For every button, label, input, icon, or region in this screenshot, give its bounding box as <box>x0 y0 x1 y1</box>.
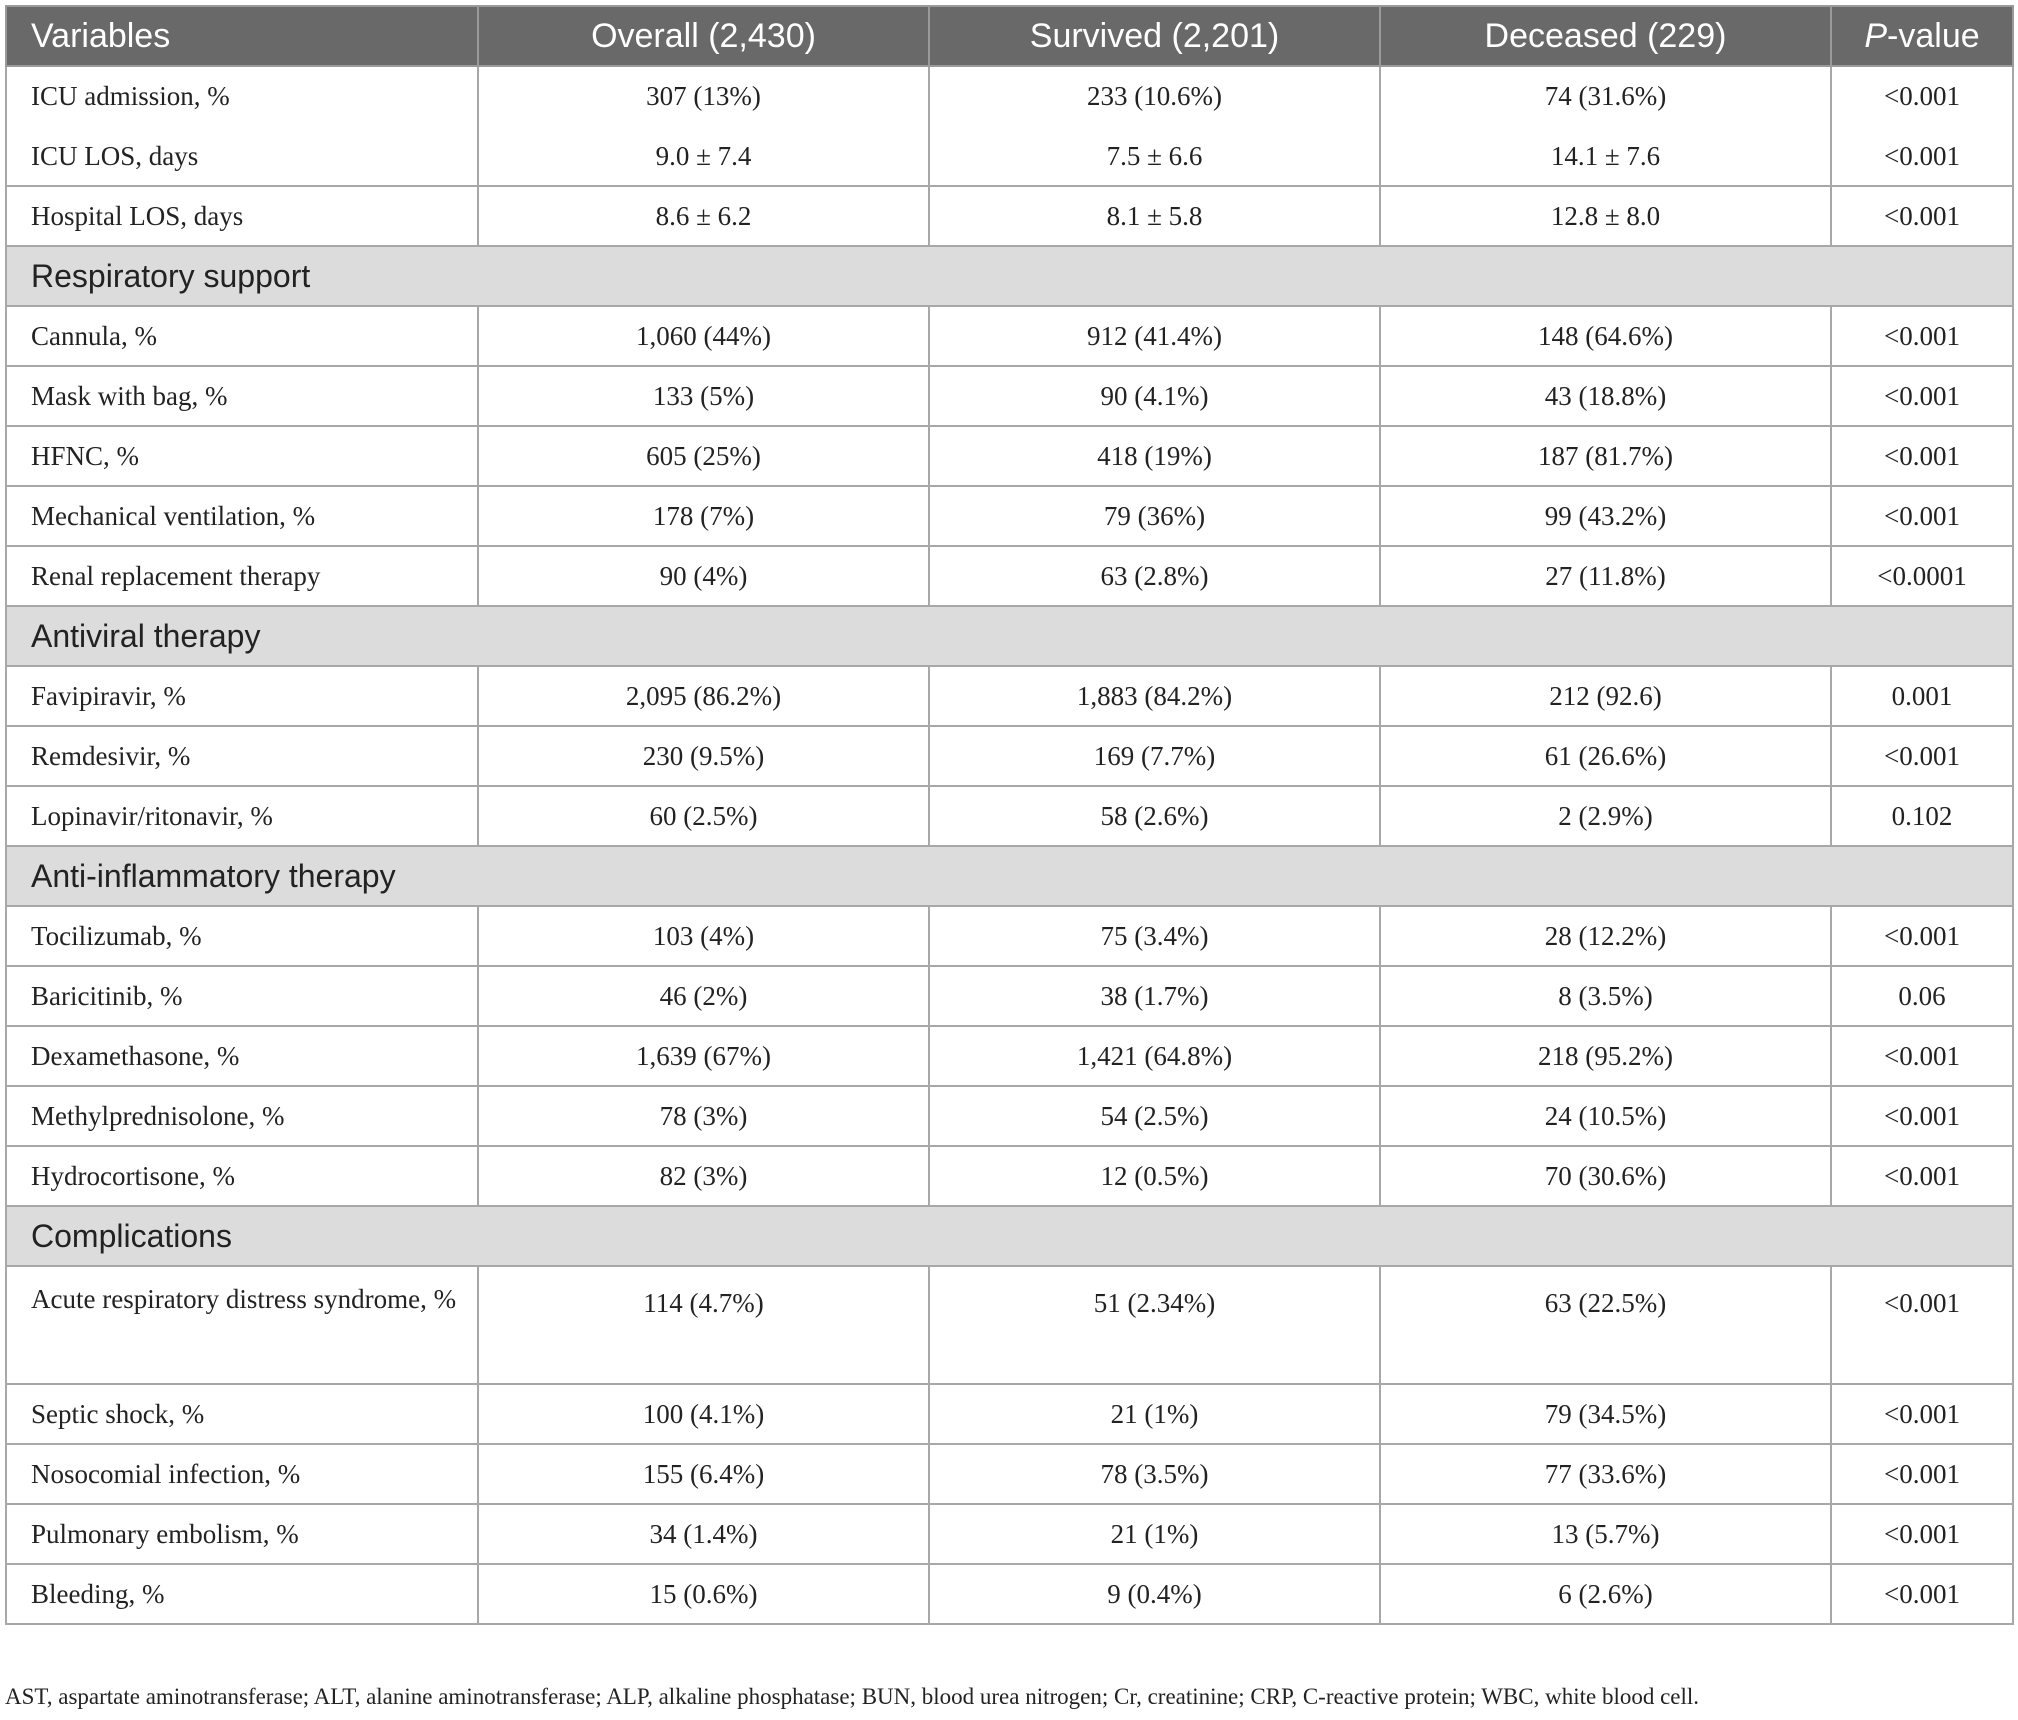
cell-survived: 1,883 (84.2%) <box>929 666 1380 726</box>
cell-survived: 7.5 ± 6.6 <box>929 126 1380 186</box>
table-row <box>6 186 2013 246</box>
table-footnote: AST, aspartate aminotransferase; ALT, alanine aminotransferase; ALP, alkaline phosphatase; BUN, blood urea nitrogen; Cr, creatinine; CRP, C-reactive protein; WBC, white blood cell. <box>5 1684 1700 1709</box>
cell-survived: 169 (7.7%) <box>929 726 1380 786</box>
cell-overall: 1,639 (67%) <box>478 1026 929 1086</box>
cell-deceased: 77 (33.6%) <box>1380 1444 1831 1504</box>
header-p-value <box>1831 6 2013 66</box>
row-label: Renal replacement therapy <box>6 546 478 606</box>
row-label: HFNC, % <box>6 426 478 486</box>
cell-p-value: 0.102 <box>1831 786 2013 846</box>
cell-p-value: <0.001 <box>1831 426 2013 486</box>
row-label: Baricitinib, % <box>6 966 478 1026</box>
cell-p-value: <0.001 <box>1831 486 2013 546</box>
cell-p-value: <0.001 <box>1831 726 2013 786</box>
results-table-container <box>5 5 2012 1625</box>
cell-p-value: <0.001 <box>1831 186 2013 246</box>
table-row <box>6 486 2013 546</box>
cell-p-value: <0.001 <box>1831 1146 2013 1206</box>
table-header-row <box>6 6 2013 66</box>
table-row <box>6 1266 2013 1384</box>
cell-p-value: 0.001 <box>1831 666 2013 726</box>
cell-p-value: <0.0001 <box>1831 546 2013 606</box>
cell-survived: 233 (10.6%) <box>929 66 1380 126</box>
cell-p-value: <0.001 <box>1831 1086 2013 1146</box>
header-p-rest: -value <box>1887 16 1980 55</box>
table-row <box>6 666 2013 726</box>
table-body <box>6 66 2013 1624</box>
cell-overall: 133 (5%) <box>478 366 929 426</box>
row-label: Hydrocortisone, % <box>6 1146 478 1206</box>
table-row <box>6 786 2013 846</box>
section-title: Antiviral therapy <box>6 606 2013 666</box>
cell-overall: 100 (4.1%) <box>478 1384 929 1444</box>
table-row <box>6 126 2013 186</box>
cell-p-value: <0.001 <box>1831 1444 2013 1504</box>
cell-overall: 82 (3%) <box>478 1146 929 1206</box>
cell-survived: 78 (3.5%) <box>929 1444 1380 1504</box>
cell-deceased: 6 (2.6%) <box>1380 1564 1831 1624</box>
section-header-row <box>6 1206 2013 1266</box>
cell-deceased: 187 (81.7%) <box>1380 426 1831 486</box>
cell-survived: 9 (0.4%) <box>929 1564 1380 1624</box>
cell-p-value: <0.001 <box>1831 366 2013 426</box>
cell-deceased: 70 (30.6%) <box>1380 1146 1831 1206</box>
results-table <box>5 5 2014 1625</box>
cell-overall: 307 (13%) <box>478 66 929 126</box>
cell-p-value: <0.001 <box>1831 1504 2013 1564</box>
cell-p-value: <0.001 <box>1831 906 2013 966</box>
table-row <box>6 966 2013 1026</box>
header-survived: Survived (2,201) <box>929 6 1380 66</box>
cell-survived: 54 (2.5%) <box>929 1086 1380 1146</box>
row-label: Tocilizumab, % <box>6 906 478 966</box>
cell-deceased: 74 (31.6%) <box>1380 66 1831 126</box>
cell-survived: 58 (2.6%) <box>929 786 1380 846</box>
section-header-row <box>6 606 2013 666</box>
row-label: Mechanical ventilation, % <box>6 486 478 546</box>
table-row <box>6 906 2013 966</box>
header-p-italic: P <box>1864 16 1888 55</box>
row-label: Lopinavir/ritonavir, % <box>6 786 478 846</box>
section-header-row <box>6 246 2013 306</box>
cell-p-value: <0.001 <box>1831 1026 2013 1086</box>
cell-survived: 63 (2.8%) <box>929 546 1380 606</box>
cell-overall: 9.0 ± 7.4 <box>478 126 929 186</box>
cell-survived: 8.1 ± 5.8 <box>929 186 1380 246</box>
cell-p-value: 0.06 <box>1831 966 2013 1026</box>
cell-deceased: 63 (22.5%) <box>1380 1266 1831 1384</box>
table-row <box>6 426 2013 486</box>
cell-survived: 38 (1.7%) <box>929 966 1380 1026</box>
table-row <box>6 306 2013 366</box>
table-row <box>6 726 2013 786</box>
cell-survived: 79 (36%) <box>929 486 1380 546</box>
row-label: Hospital LOS, days <box>6 186 478 246</box>
row-label: Methylprednisolone, % <box>6 1086 478 1146</box>
cell-deceased: 212 (92.6) <box>1380 666 1831 726</box>
cell-p-value: <0.001 <box>1831 1266 2013 1384</box>
row-label: Nosocomial infection, % <box>6 1444 478 1504</box>
cell-deceased: 79 (34.5%) <box>1380 1384 1831 1444</box>
cell-deceased: 8 (3.5%) <box>1380 966 1831 1026</box>
header-overall: Overall (2,430) <box>478 6 929 66</box>
row-label: Pulmonary embolism, % <box>6 1504 478 1564</box>
cell-deceased: 148 (64.6%) <box>1380 306 1831 366</box>
cell-p-value: <0.001 <box>1831 126 2013 186</box>
table-row <box>6 546 2013 606</box>
table-row <box>6 1444 2013 1504</box>
cell-deceased: 24 (10.5%) <box>1380 1086 1831 1146</box>
cell-overall: 114 (4.7%) <box>478 1266 929 1384</box>
cell-survived: 21 (1%) <box>929 1384 1380 1444</box>
table-row <box>6 1146 2013 1206</box>
cell-deceased: 28 (12.2%) <box>1380 906 1831 966</box>
cell-overall: 34 (1.4%) <box>478 1504 929 1564</box>
table-row <box>6 366 2013 426</box>
cell-overall: 1,060 (44%) <box>478 306 929 366</box>
cell-deceased: 12.8 ± 8.0 <box>1380 186 1831 246</box>
cell-p-value: <0.001 <box>1831 306 2013 366</box>
cell-overall: 60 (2.5%) <box>478 786 929 846</box>
cell-overall: 8.6 ± 6.2 <box>478 186 929 246</box>
cell-deceased: 14.1 ± 7.6 <box>1380 126 1831 186</box>
cell-deceased: 43 (18.8%) <box>1380 366 1831 426</box>
table-row <box>6 1384 2013 1444</box>
cell-overall: 230 (9.5%) <box>478 726 929 786</box>
cell-overall: 155 (6.4%) <box>478 1444 929 1504</box>
cell-survived: 51 (2.34%) <box>929 1266 1380 1384</box>
cell-survived: 75 (3.4%) <box>929 906 1380 966</box>
header-variables: Variables <box>6 6 478 66</box>
table-row <box>6 1086 2013 1146</box>
cell-deceased: 27 (11.8%) <box>1380 546 1831 606</box>
row-label: Cannula, % <box>6 306 478 366</box>
cell-p-value: <0.001 <box>1831 66 2013 126</box>
section-header-row <box>6 846 2013 906</box>
table-row <box>6 1504 2013 1564</box>
cell-p-value: <0.001 <box>1831 1564 2013 1624</box>
table-row <box>6 1564 2013 1624</box>
header-deceased: Deceased (229) <box>1380 6 1831 66</box>
table-row <box>6 1026 2013 1086</box>
cell-overall: 90 (4%) <box>478 546 929 606</box>
cell-overall: 78 (3%) <box>478 1086 929 1146</box>
cell-deceased: 61 (26.6%) <box>1380 726 1831 786</box>
section-title: Respiratory support <box>6 246 2013 306</box>
cell-p-value: <0.001 <box>1831 1384 2013 1444</box>
section-title: Anti-inflammatory therapy <box>6 846 2013 906</box>
cell-overall: 178 (7%) <box>478 486 929 546</box>
row-label: Bleeding, % <box>6 1564 478 1624</box>
cell-survived: 912 (41.4%) <box>929 306 1380 366</box>
row-label: Remdesivir, % <box>6 726 478 786</box>
cell-overall: 46 (2%) <box>478 966 929 1026</box>
cell-deceased: 13 (5.7%) <box>1380 1504 1831 1564</box>
row-label: Favipiravir, % <box>6 666 478 726</box>
cell-survived: 1,421 (64.8%) <box>929 1026 1380 1086</box>
cell-survived: 21 (1%) <box>929 1504 1380 1564</box>
row-label: Septic shock, % <box>6 1384 478 1444</box>
row-label: Acute respiratory distress syndrome, % <box>6 1266 478 1384</box>
cell-overall: 103 (4%) <box>478 906 929 966</box>
cell-deceased: 218 (95.2%) <box>1380 1026 1831 1086</box>
row-label: ICU LOS, days <box>6 126 478 186</box>
cell-survived: 12 (0.5%) <box>929 1146 1380 1206</box>
row-label: Dexamethasone, % <box>6 1026 478 1086</box>
cell-survived: 90 (4.1%) <box>929 366 1380 426</box>
cell-overall: 15 (0.6%) <box>478 1564 929 1624</box>
cell-survived: 418 (19%) <box>929 426 1380 486</box>
section-title: Complications <box>6 1206 2013 1266</box>
row-label: ICU admission, % <box>6 66 478 126</box>
cell-overall: 2,095 (86.2%) <box>478 666 929 726</box>
row-label: Mask with bag, % <box>6 366 478 426</box>
cell-deceased: 99 (43.2%) <box>1380 486 1831 546</box>
cell-overall: 605 (25%) <box>478 426 929 486</box>
cell-deceased: 2 (2.9%) <box>1380 786 1831 846</box>
table-row <box>6 66 2013 126</box>
